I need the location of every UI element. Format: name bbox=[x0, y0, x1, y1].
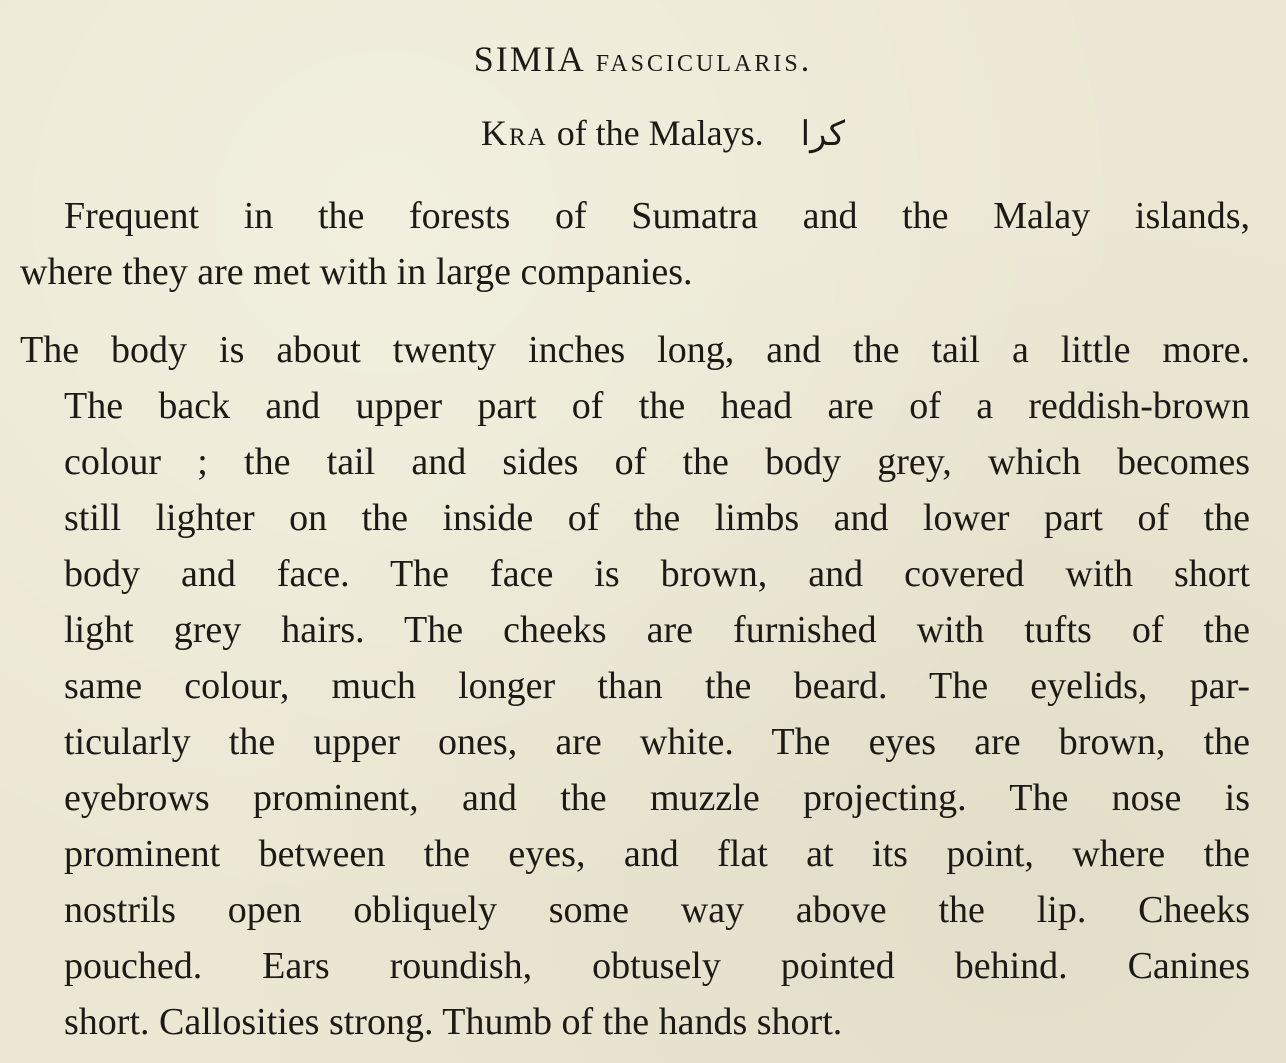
species-heading bbox=[0, 38, 1286, 80]
description-line-12: pouched. Ears roundish, obtusely pointed behind. Canines bbox=[64, 945, 1250, 987]
description-line-9: eyebrows prominent, and the muzzle projecting. The nose is bbox=[64, 777, 1250, 819]
common-name-heading bbox=[0, 112, 1286, 154]
intro-line-1: Frequent in the forests of Sumatra and the Malay islands, bbox=[64, 195, 1250, 237]
genus-name: SIMIA bbox=[473, 39, 586, 79]
description-line-2: The back and upper part of the head are of a reddish-brown bbox=[64, 385, 1250, 427]
intro-line-2: where they are met with in large companies. bbox=[20, 251, 693, 293]
common-name-origin: of the Malays. bbox=[556, 113, 764, 153]
description-line-13: short. Callosities strong. Thumb of the hands short. bbox=[64, 1001, 843, 1043]
description-line-10: prominent between the eyes, and flat at its point, where the bbox=[64, 833, 1250, 875]
description-line-4: still lighter on the inside of the limbs and lower part of the bbox=[64, 497, 1250, 539]
description-line-7: same colour, much longer than the beard. The eyelids, par- bbox=[64, 665, 1250, 707]
arabic-script-name: کرا bbox=[800, 116, 846, 153]
species-name: fascicularis. bbox=[595, 42, 813, 79]
description-line-5: body and face. The face is brown, and covered with short bbox=[64, 553, 1250, 595]
description-line-3: colour ; the tail and sides of the body grey, which becomes bbox=[64, 441, 1250, 483]
description-line-6: light grey hairs. The cheeks are furnished with tufts of the bbox=[64, 609, 1250, 651]
description-line-11: nostrils open obliquely some way above the lip. Cheeks bbox=[64, 889, 1250, 931]
common-name: Kra bbox=[480, 113, 548, 153]
description-line-1: The body is about twenty inches long, and the tail a little more. bbox=[20, 329, 1250, 371]
description-line-8: ticularly the upper ones, are white. The eyes are brown, the bbox=[64, 721, 1250, 763]
